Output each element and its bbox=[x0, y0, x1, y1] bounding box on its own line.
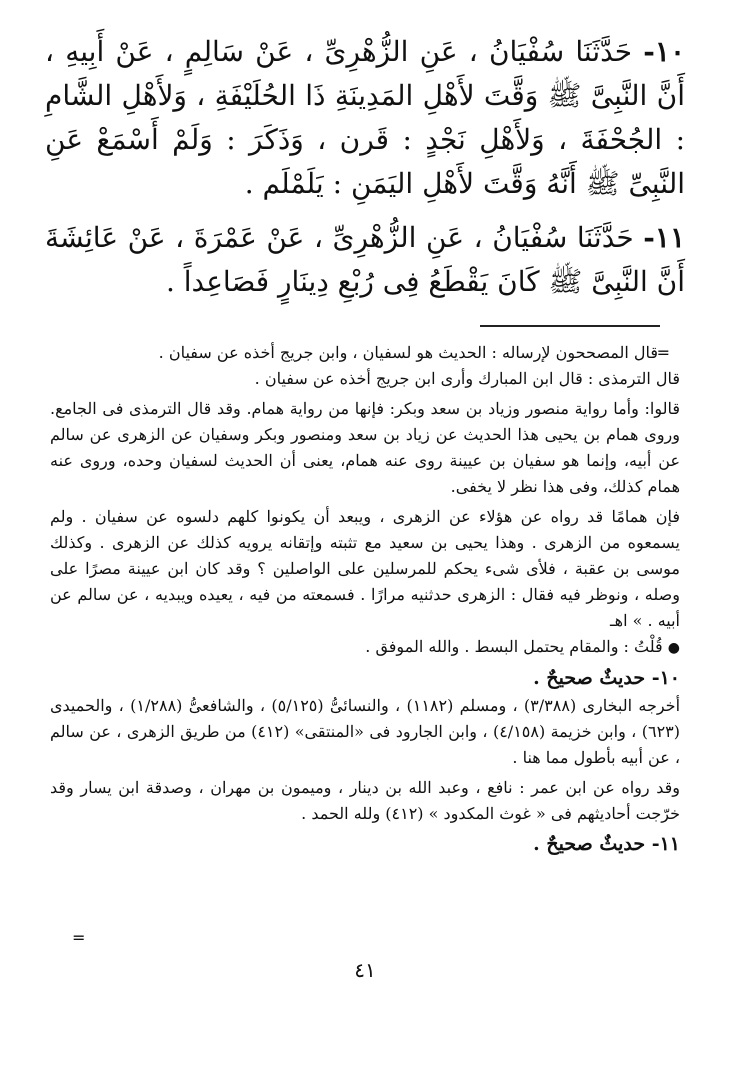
footnote-paragraph: فإن همامًا قد رواه عن هؤلاء عن الزهرى ، ويبعد أن يكونوا كلهم دلسوه عن سفيان . ولم يسمعوه من الزهرى . وهذا يحيى بن سعيد مع تثبته وإتقانه يرويه كذلك عن الزهرى . وكذلك موسى بن عقبة ، فلأى شىء يحكم للمرسلين على الواصلين ؟ وقد كان ابن عيينة مصرًا على وصله ، ونوظر فيه فقال : الزهرى حدثنيه مرارًا . فسمعته من فيه ، يعيده ويبديه ، عن سالم عن أبيه . » اهـ bbox=[50, 507, 680, 630]
bullet-icon: ● bbox=[667, 640, 680, 656]
footnote-paragraph: قال الترمذى : قال ابن المبارك وأرى ابن جريج أخذه عن سفيان . bbox=[254, 369, 680, 388]
footnote-paragraph: قال المصححون لإرساله : الحديث هو لسفيان ، وابن جريج أخذه عن سفيان . bbox=[158, 343, 658, 362]
continuation-mark: = bbox=[72, 928, 86, 947]
hadith-number: ١١- bbox=[643, 221, 685, 254]
hadith-10 bbox=[45, 30, 685, 206]
hadith-11 bbox=[45, 216, 685, 304]
footnote-heading-11: ١١- حديثٌ صحيحٌ . bbox=[533, 833, 680, 855]
footnote-paragraph: أخرجه البخارى (٣/٣٨٨) ، ومسلم (١١٨٢) ، والنسائىُّ (٥/١٢٥) ، والشافعىُّ (١/٢٨٨) ، والحميدى (٦٢٣) ، وابن خزيمة (٤/١٥٨) ، وابن الجارود فى «المنتقى» (٤١٢) من طريق الزهرى ، عن سالم ، عن أبيه بأطول مما هنا . bbox=[50, 696, 681, 767]
page-number: ٤١ bbox=[354, 958, 376, 982]
footnote-paragraph: قالوا: وأما رواية منصور وزياد بن سعد وبكر: فإنها من رواية همام. وقد قال الترمذى فى الجامع. وروى همام بن يحيى هذا الحديث عن زياد بن سعد ومنصور وبكر وسفيان عن الزهرى عن سالم عن أبيه، وإنما هو سفيان بن عيينة روى عنه همام، يعنى أن الحديث لسفيان وحده، وروى عنه همام كذلك، وفى هذا نظر لا يخفى. bbox=[50, 399, 680, 496]
main-text bbox=[45, 30, 685, 314]
continuation-mark: = bbox=[656, 343, 670, 362]
hadith-text: حَدَّثَنَا سُفْيَانُ ، عَنِ الزُّهْرِىِّ ، عَنْ سَالِمٍ ، عَنْ أَبِيهِ ، أَنَّ النَّبِىَّ ﷺ وَقَّتَ لأَهْلِ المَدِينَةِ ذَا الحُلَيْفَةِ ، وَلأَهْلِ الشَّامِ : الجُحْفَةَ ، وَلأَهْلِ نَجْدٍ : قَرن ، وَذَكَرَ : وَلَمْ أَسْمَعْ عَنِ النَّبِىِّ ﷺ أَنَّهُ وَقَّتَ لأَهْلِ اليَمَنِ : يَلَمْلَم . bbox=[45, 35, 685, 200]
footnotes bbox=[50, 340, 680, 859]
footnote-paragraph: وقد رواه عن ابن عمر : نافع ، وعبد الله بن دينار ، وميمون بن مهران ، وصدقة ابن يسار وقد خرّجت أحاديثهم فى « غوث المكدود » (٤١٢) ولله الحمد . bbox=[50, 778, 680, 823]
footnote-separator bbox=[480, 325, 660, 327]
hadith-text: حَدَّثَنَا سُفْيَانُ ، عَنِ الزُّهْرِىِّ ، عَنْ عَمْرَةَ ، عَنْ عَائِشَةَ أَنَّ النَّبِىَّ ﷺ كَانَ يَقْطَعُ فِى رُبْعِ دِينَارٍ فَصَاعِداً . bbox=[45, 221, 685, 298]
footnote-note bbox=[50, 634, 680, 661]
footnote-heading-10: ١٠- حديثٌ صحيحٌ . bbox=[533, 667, 680, 689]
hadith-number: ١٠- bbox=[643, 35, 685, 68]
footnote-paragraph: قُلْتُ : والمقام يحتمل البسط . والله الموفق . bbox=[365, 637, 663, 656]
